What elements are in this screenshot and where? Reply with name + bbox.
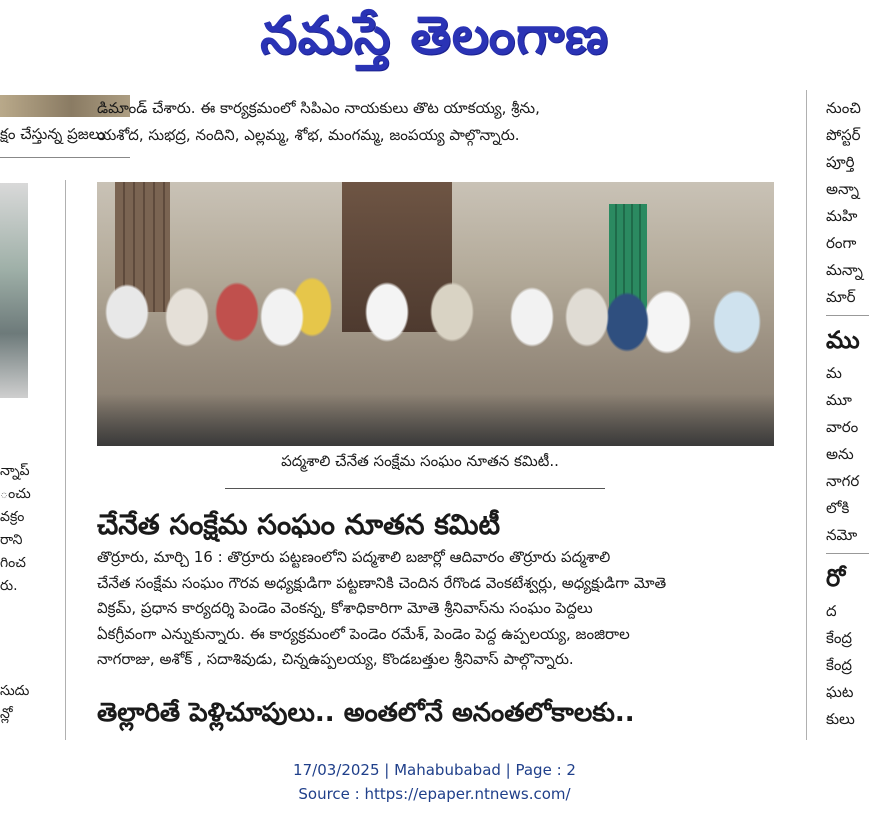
- right-subheadline: ము: [826, 326, 860, 354]
- article-headline: చేనేత సంక్షేమ సంఘం నూతన కమిటీ: [97, 508, 501, 541]
- article-line: విక్రమ్, ప్రధాన కార్యదర్శి పెండెం వెంకన్న, కోశాధికారిగా మోతె శ్రీనివాస్‌ను సంఘం పెద్దలు: [97, 599, 593, 617]
- article-line: ఏకగ్రీవంగా ఎన్నుకున్నారు. ఈ కార్యక్రమంలో పెండెం రమేశ్, పెండెం పెద్ద ఉప్పలయ్య, జంజిరాల: [97, 624, 630, 643]
- article-line: చేనేత సంక్షేమ సంఘం గౌరవ అధ్యక్షుడిగా పట్టణానికి చెందిన రేగొండ వెంకటేశ్వర్లు, అధ్యక్షుడిగా మోతె: [97, 573, 667, 592]
- right-fragment: నుంచి: [826, 99, 861, 117]
- left-fragment: న్నాప్: [0, 463, 30, 479]
- footer-source-link[interactable]: Source : https://epaper.ntnews.com/: [298, 785, 571, 803]
- right-fragment: మ: [826, 364, 842, 382]
- right-fragment: కేంద్ర: [826, 629, 853, 647]
- right-fragment: అను: [826, 445, 854, 463]
- top-article: [97, 95, 777, 149]
- right-fragment: పూర్తి: [826, 153, 855, 171]
- right-fragment: మన్నా: [826, 261, 863, 279]
- left-fragment: రు.: [0, 578, 18, 594]
- left-fragment: గించ: [0, 555, 26, 571]
- right-fragment: ద: [826, 602, 837, 620]
- group-photo: [97, 182, 774, 446]
- top-article-line: యశోద, సుభద్ర, నందిని, ఎల్లమ్మ, శోభ, మంగమ్మ, జంపయ్య పాల్గొన్నారు.: [97, 126, 520, 144]
- photo-caption-rule: [225, 488, 605, 489]
- column-divider-right: [806, 90, 807, 740]
- left-fragment: ంచు: [0, 486, 31, 502]
- masthead: [0, 0, 869, 80]
- left-fragment: వక్రం: [0, 509, 25, 525]
- left-photo-caption: క్షం చేస్తున్న ప్రజలు: [0, 125, 105, 143]
- page-footer: [0, 758, 869, 806]
- right-fragment: వారం: [826, 418, 859, 436]
- footer-date-edition: 17/03/2025 | Mahabubabad | Page : 2: [293, 761, 576, 779]
- right-fragment: మూ: [826, 391, 852, 409]
- right-fragment: మార్: [826, 288, 856, 306]
- right-fragment: కేంద్ర: [826, 656, 853, 674]
- right-fragment: నమో: [826, 526, 858, 544]
- article-line: తొర్రూరు, మార్చి 16 : తొర్రూరు పట్టణంలోని పద్మశాలి బజార్లో ఆదివారం తొర్రూరు పద్మశాలి: [97, 548, 611, 566]
- right-column: [826, 95, 869, 745]
- right-fragment: కులు: [826, 710, 855, 728]
- newspaper-logo: నమస్తే తెలంగాణ: [260, 6, 609, 66]
- top-article-line: డిమాండ్ చేశారు. ఈ కార్యక్రమంలో సిపిఎం నాయకులు తొట యాకయ్య, శ్రీను,: [97, 99, 540, 117]
- article-body: [97, 545, 777, 673]
- left-photo: [0, 183, 28, 398]
- right-fragment: పోస్టర్: [826, 126, 861, 144]
- left-text-fragments-b: [0, 680, 30, 726]
- right-fragment: లోకి: [826, 499, 850, 517]
- top-article-text: [97, 95, 777, 149]
- photo-crowd: [97, 272, 774, 446]
- right-column-rule: [826, 553, 869, 554]
- right-fragment: రంగా: [826, 234, 857, 252]
- article-line: నాగరాజు, అశోక్ , సదాశివుడు, చిన్నఉప్పలయ్య, కొండబత్తుల శ్రీనివాస్ పాల్గొన్నారు.: [97, 650, 574, 668]
- left-fragment: న్లో: [0, 706, 13, 722]
- right-fragment: అన్నా: [826, 180, 860, 198]
- left-fragment: సుదు: [0, 683, 30, 699]
- right-fragment: మహి: [826, 207, 858, 225]
- left-caption-rule: [0, 157, 130, 158]
- left-text-fragments-a: [0, 460, 30, 598]
- column-divider-left: [65, 180, 66, 740]
- left-fragment: రాని: [0, 532, 23, 548]
- right-subheadline: రో: [826, 564, 846, 592]
- right-column-rule: [826, 315, 869, 316]
- right-fragment: నాగర: [826, 472, 860, 490]
- next-article-headline: తెల్లారితే పెళ్లిచూపులు.. అంతలోనే అనంతలోకాలకు..: [97, 698, 635, 728]
- right-fragment: ఘట: [826, 683, 854, 701]
- photo-caption: పద్మశాలి చేనేత సంక్షేమ సంఘం నూతన కమిటీ..: [281, 452, 559, 470]
